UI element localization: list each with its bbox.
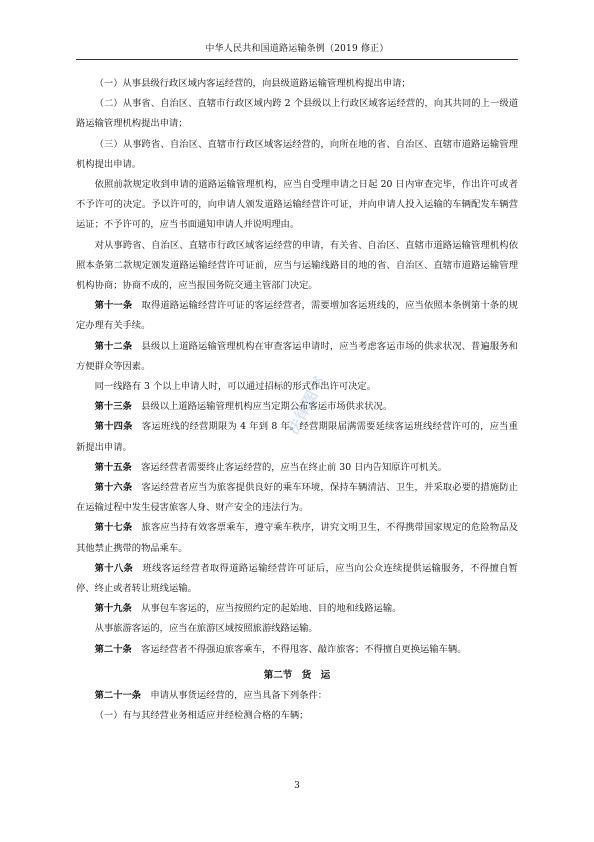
- article-number: 第十二条: [94, 340, 133, 352]
- paragraph: [76, 619, 518, 639]
- article-paragraph: [76, 599, 518, 619]
- paragraph-text: 从事旅游客运的，应当在旅游区域按照旅游线路运输。: [94, 623, 318, 635]
- paragraph-text: 依照前款规定收到申请的道路运输管理机构，应当自受理申请之日起 20 日内审查完毕，作出许可或者不予许可的决定。予以许可的，向申请人颁发道路运输经营许可证，并向申请人投入运输的车辆配发车辆营运证；不予许可的，应当书面通知申请人并说明理由。: [76, 179, 518, 231]
- header-rule: [76, 59, 518, 60]
- paragraph-group-passenger: [76, 74, 518, 660]
- page-number: 3: [294, 781, 300, 791]
- article-paragraph: [76, 337, 518, 377]
- article-number: 第十八条: [94, 562, 134, 574]
- article-number: 第十九条: [94, 603, 132, 615]
- article-number: 第十五条: [94, 461, 132, 473]
- article-paragraph: [76, 458, 518, 478]
- paragraph: [76, 706, 518, 726]
- paragraph-text: 客运经营者需要终止客运经营的，应当在终止前 30 日内告知原许可机关。: [141, 461, 448, 473]
- paragraph-text: 客运经营者应当为旅客提供良好的乘车环境，保持车辆清洁、卫生，并采取必要的措施防止在运输过程中发生侵害旅客人身、财产安全的违法行为。: [76, 482, 518, 514]
- paragraph-text: （二）从事省、自治区、直辖市行政区域内跨 2 个县级以上行政区域客运经营的，向其共同的上一级道路运输管理机构提出申请；: [76, 98, 518, 130]
- article-number: 第二十条: [94, 643, 132, 655]
- paragraph: [76, 135, 518, 175]
- paragraph: [76, 94, 518, 134]
- article-paragraph: [76, 397, 518, 417]
- section-heading: 第二节 货 运: [263, 669, 331, 681]
- article-number: 第十三条: [94, 401, 132, 413]
- paragraph-text: 客运班线的经营期限为 4 年到 8 年。经营期限届满需要延续客运班线经营许可的，应当重新提出申请。: [76, 421, 518, 453]
- watermark: 法律图书: [283, 372, 330, 438]
- article-paragraph: [76, 559, 518, 599]
- paragraph-text: （三）从事跨省、自治区、直辖市行政区域客运经营的，向所在地的省、自治区、直辖市道路运输管理机构提出申请。: [76, 138, 518, 170]
- paragraph: [76, 236, 518, 297]
- paragraph-text: 旅客应当持有效客票乘车，遵守乘车秩序，讲究文明卫生，不得携带国家规定的危险物品及其他禁止携带的物品乘车。: [76, 522, 518, 554]
- article-paragraph: [76, 640, 518, 660]
- paragraph: [76, 74, 518, 94]
- paragraph-text: 对从事跨省、自治区、直辖市行政区域客运经营的申请，有关省、自治区、直辖市道路运输管理机构依照本条第二款规定颁发道路运输经营许可证前，应当与运输线路目的地的省、自治区、直辖市道路运输管理机构协商；协商不成的，应当报国务院交通主管部门决定。: [76, 239, 518, 292]
- article-number: 第二十一条: [94, 690, 142, 702]
- article-paragraph: [76, 478, 518, 518]
- paragraph: [76, 377, 518, 397]
- running-header: 中华人民共和国道路运输条例（2019 修正）: [205, 44, 389, 54]
- paragraph: [76, 175, 518, 236]
- article-paragraph: [76, 686, 518, 706]
- article-number: 第十七条: [94, 522, 133, 534]
- article-number: 第十四条: [94, 421, 133, 433]
- paragraph-text: 班线客运经营者取得道路运输经营许可证后，应当向公众连续提供运输服务，不得擅自暂停、终止或者转让班线运输。: [76, 562, 518, 595]
- paragraph-group-freight: [76, 686, 518, 726]
- article-number: 第十六条: [94, 482, 133, 494]
- paragraph-text: 县级以上道路运输管理机构应当定期公布客运市场供求状况。: [141, 401, 393, 413]
- paragraph-text: 同一线路有 3 个以上申请人时，可以通过招标的形式作出许可决定。: [94, 381, 377, 393]
- article-paragraph: [76, 417, 518, 457]
- paragraph-text: （一）从事县级行政区域内客运经营的，向县级道路运输管理机构提出申请；: [94, 78, 411, 89]
- paragraph-text: （一）有与其经营业务相适应并经检测合格的车辆；: [94, 710, 309, 722]
- paragraph-text: 客运经营者不得强迫旅客乘车，不得甩客、敲诈旅客；不得擅自更换运输车辆。: [141, 643, 467, 655]
- paragraph-text: 从事包车客运的，应当按照约定的起始地、目的地和线路运输。: [141, 603, 402, 615]
- paragraph-text: 申请从事货运经营的，应当具备下列条件：: [150, 690, 328, 702]
- article-number: 第十一条: [94, 300, 133, 312]
- article-paragraph: [76, 296, 518, 336]
- paragraph-text: 取得道路运输经营许可证的客运经营者，需要增加客运班线的，应当依照本条例第十条的规定办理有关手续。: [76, 300, 518, 332]
- article-paragraph: [76, 518, 518, 558]
- document-body: [76, 74, 518, 727]
- paragraph-text: 县级以上道路运输管理机构在审查客运申请时，应当考虑客运市场的供求状况、普遍服务和方便群众等因素。: [76, 340, 518, 372]
